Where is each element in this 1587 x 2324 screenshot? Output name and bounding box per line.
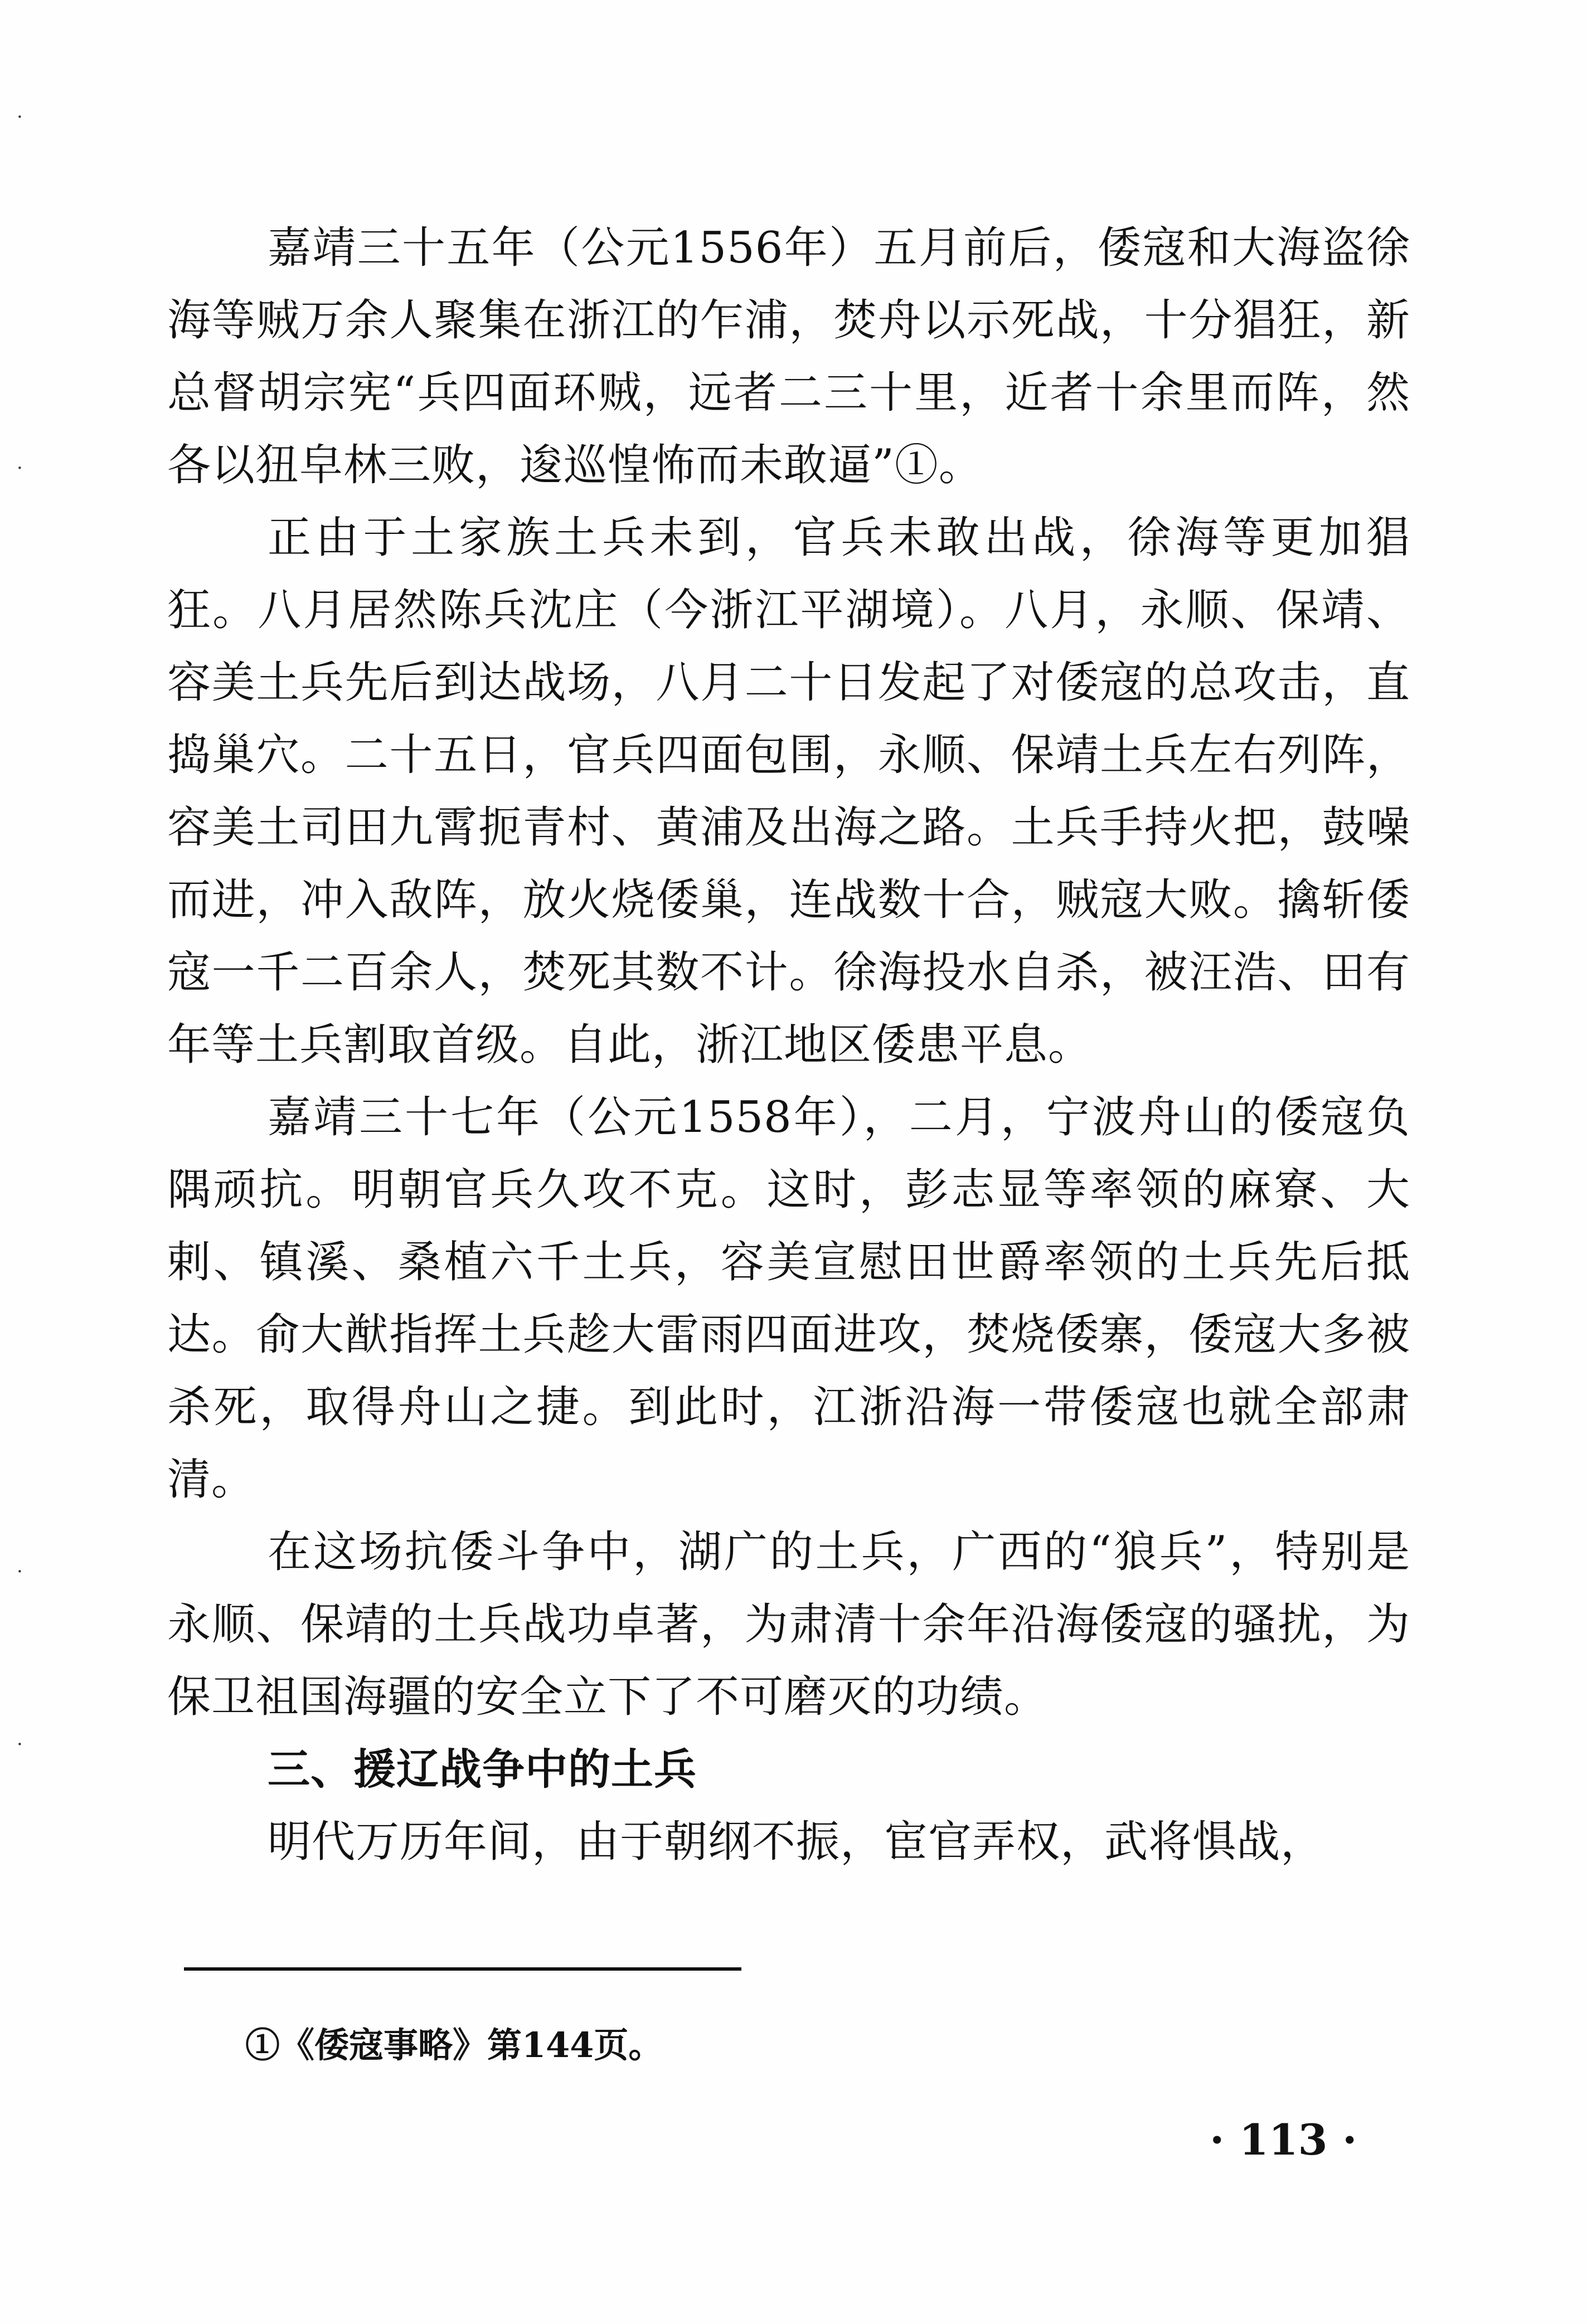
paragraph-2: 正由于土家族土兵未到，官兵未敢出战，徐海等更加猖狂。八月居然陈兵沈庄（今浙江平湖境）。八月，永顺、保靖、容美土兵先后到达战场，八月二十日发起了对倭寇的总攻击，直捣巢穴。二十五日，官兵四面包围，永顺、保靖土兵左右列阵，容美土司田九霄扼青村、黄浦及出海之路。土兵手持火把，鼓噪而进，冲入敌阵，放火烧倭巢，连战数十合，贼寇大败。擒斩倭寇一千二百余人，焚死其数不计。徐海投水自杀，被汪浩、田有年等土兵割取首级。自此，浙江地区倭患平息。 [167, 513, 1410, 1070]
margin-speck: · [17, 1560, 23, 1583]
body-text [167, 212, 1410, 1878]
page-number: · 113 · [1210, 2115, 1357, 2165]
paragraph-1: 嘉靖三十五年（公元1556年）五月前后，倭寇和大海盗徐海等贼万余人聚集在浙江的乍浦，焚舟以示死战，十分猖狂，新总督胡宗宪“兵四面环贼，远者二三十里，近者十余里而阵，然各以狃皁林三败，逡巡惶怖而未敢逼”①。 [167, 223, 1410, 490]
section-heading: 三、援辽战争中的土兵 [268, 1744, 697, 1794]
paragraph-4: 在这场抗倭斗争中，湖广的土兵，广西的“狼兵”，特别是永顺、保靖的土兵战功卓著，为肃清十余年沿海倭寇的骚扰，为保卫祖国海疆的安全立下了不可磨灭的功绩。 [167, 1527, 1410, 1722]
margin-speck: · [17, 457, 23, 479]
footnote-divider [184, 1967, 741, 1971]
paragraph-5: 明代万历年间，由于朝纲不振，宦官弄权，武将惧战， [268, 1817, 1325, 1867]
footnote: ①《倭寇事略》第144页。 [245, 2025, 663, 2065]
paragraph-3: 嘉靖三十七年（公元1558年），二月，宁波舟山的倭寇负隅顽抗。明朝官兵久攻不克。这时，彭志显等率领的麻寮、大剌、镇溪、桑植六千土兵，容美宣慰田世爵率领的土兵先后抵达。俞大猷指挥土兵趁大雷雨四面进攻，焚烧倭寨，倭寇大多被杀死，取得舟山之捷。到此时，江浙沿海一带倭寇也就全部肃清。 [167, 1092, 1410, 1505]
margin-speck: · [17, 1733, 23, 1756]
margin-speck: · [17, 106, 23, 128]
